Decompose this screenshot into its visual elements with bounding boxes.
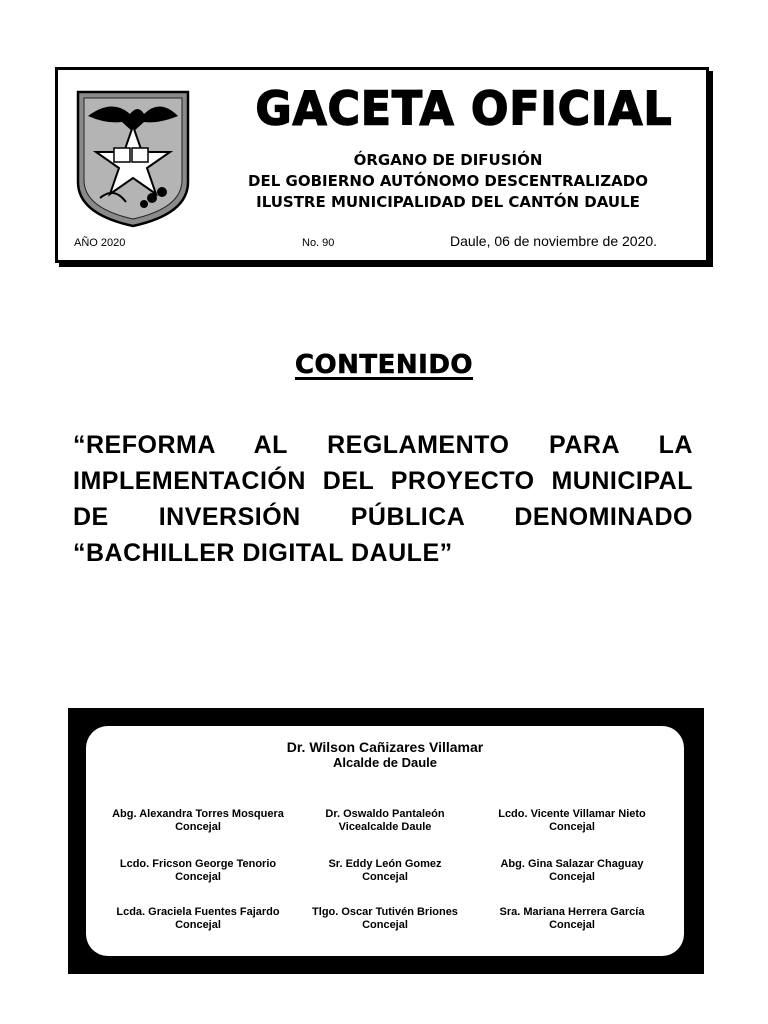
subtitle-municipality: ILUSTRE MUNICIPALIDAD DEL CANTÓN DAULE — [256, 193, 640, 211]
subtitle-government: DEL GOBIERNO AUTÓNOMO DESCENTRALIZADO — [248, 172, 648, 190]
member-name: Abg. Gina Salazar Chaguay — [500, 858, 644, 870]
member-name: Lcda. Graciela Fuentes Fajardo — [116, 906, 280, 918]
issue-year: AÑO 2020 — [74, 237, 126, 249]
member-name: Sra. Mariana Herrera García — [499, 906, 645, 918]
council-member — [285, 858, 485, 884]
member-role: Concejal — [175, 871, 221, 883]
member-role: Concejal — [175, 919, 221, 931]
council-member — [285, 906, 485, 932]
council-card — [86, 726, 684, 956]
council-member — [98, 906, 298, 932]
council-member — [98, 858, 298, 884]
member-name: Lcdo. Fricson George Tenorio — [119, 858, 277, 870]
member-name: Sr. Eddy León Gomez — [328, 858, 442, 870]
mayor-name: Dr. Wilson Cañizares Villamar — [286, 739, 484, 755]
council-panel — [68, 708, 704, 974]
member-role: Concejal — [175, 821, 221, 833]
council-member — [98, 808, 298, 834]
member-role: Vicealcalde Daule — [338, 821, 432, 833]
gazette-header — [55, 67, 709, 263]
council-member — [472, 906, 672, 932]
gazette-title: GACETA OFICIAL — [255, 82, 673, 137]
member-role: Concejal — [362, 871, 408, 883]
issue-date: Daule, 06 de noviembre de 2020. — [450, 233, 658, 249]
council-member — [472, 808, 672, 834]
member-role: Concejal — [549, 871, 595, 883]
member-name: Lcdo. Vicente Villamar Nieto — [498, 808, 646, 820]
member-role: Concejal — [362, 919, 408, 931]
municipal-seal-icon — [74, 86, 192, 228]
mayor-role: Alcalde de Daule — [332, 755, 438, 770]
member-role: Concejal — [549, 821, 595, 833]
member-name: Dr. Oswaldo Pantaleón — [325, 808, 445, 820]
subtitle-organ: ÓRGANO DE DIFUSIÓN — [353, 151, 543, 169]
issue-number: No. 90 — [302, 237, 335, 249]
council-member — [472, 858, 672, 884]
member-role: Concejal — [549, 919, 595, 931]
member-name: Abg. Alexandra Torres Mosquera — [112, 808, 284, 820]
contents-heading: CONTENIDO — [294, 350, 474, 380]
member-name: Tlgo. Oscar Tutivén Briones — [312, 906, 458, 918]
contents-text: “REFORMA AL REGLAMENTO PARA LA IMPLEMENTACIÓN DEL PROYECTO MUNICIPAL DE INVERSIÓN PÚBLICA DENOMINADO “BACHILLER DIGITAL DAULE” — [73, 431, 693, 567]
council-member — [285, 808, 485, 834]
